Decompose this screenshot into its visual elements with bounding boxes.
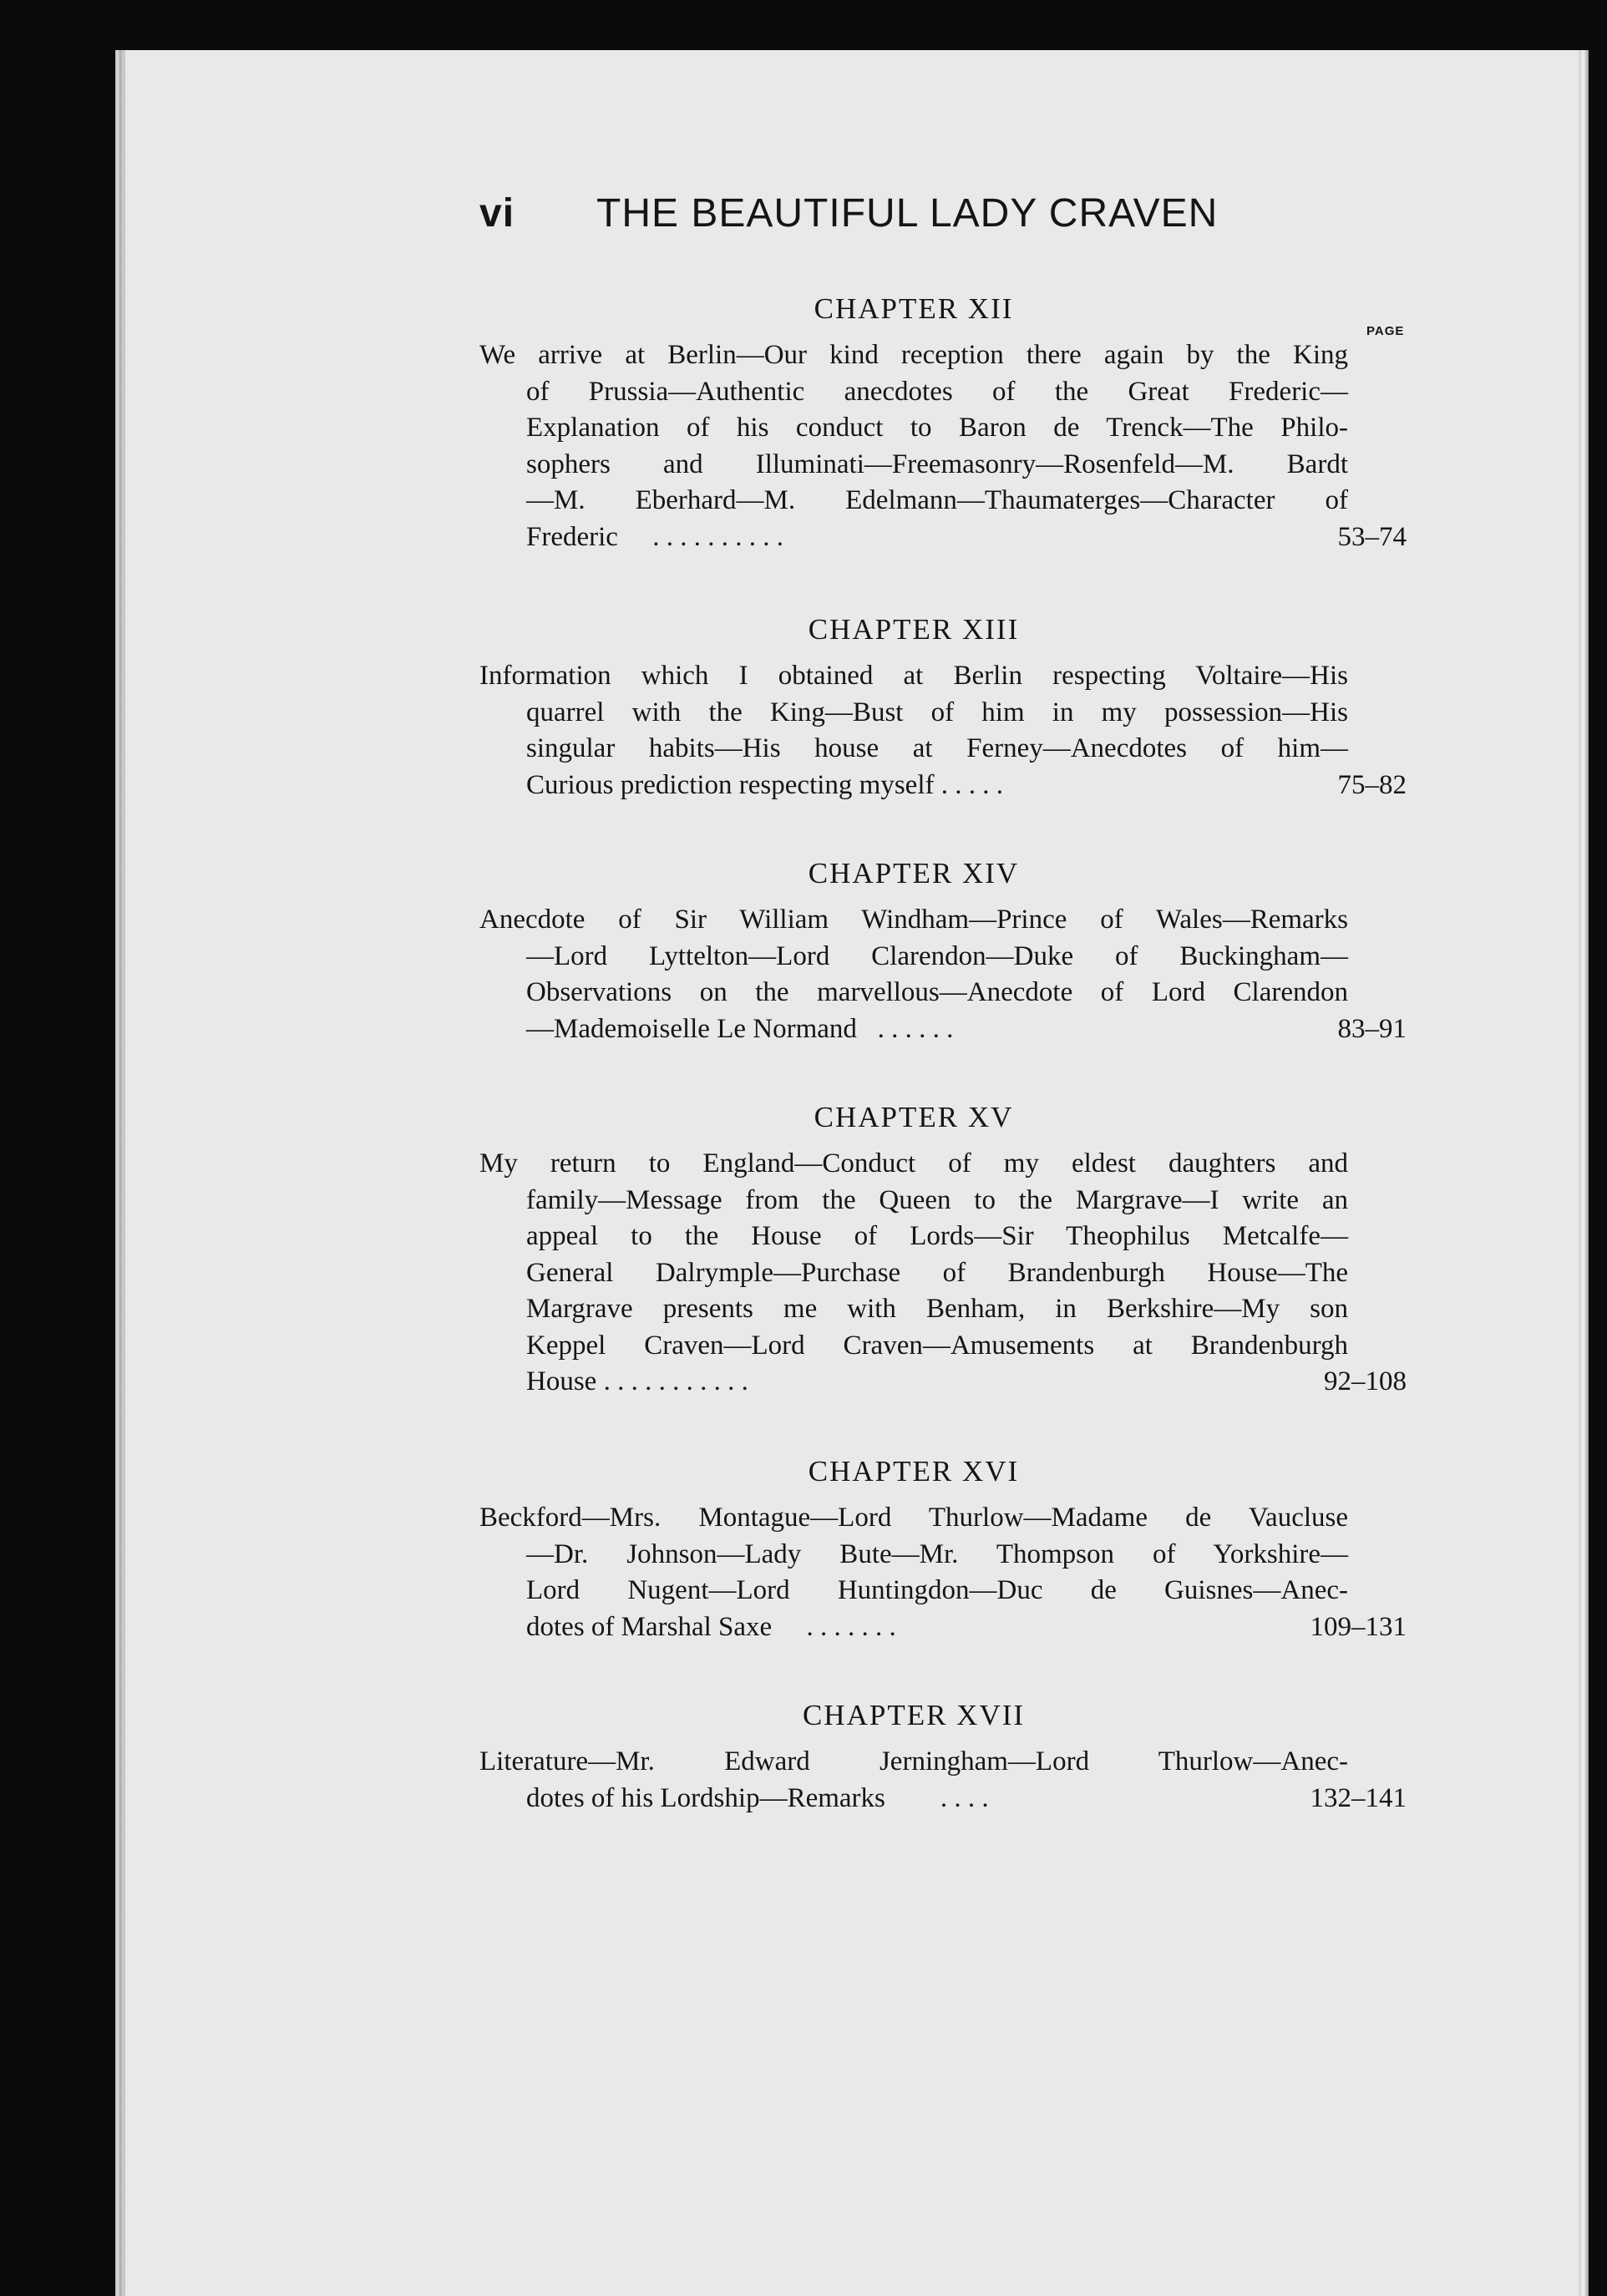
page-range: 109–131 bbox=[1310, 1611, 1407, 1642]
leader-dots: . . . . . . . . . . . bbox=[603, 1366, 748, 1396]
summary-line: Lord Nugent—Lord Huntingdon—Duc de Guisnes—Anec- bbox=[526, 1575, 1348, 1605]
page-number: vi bbox=[479, 191, 515, 236]
summary-line: appeal to the House of Lords—Sir Theophilus Metcalfe— bbox=[526, 1221, 1348, 1251]
running-title: THE BEAUTIFUL LADY CRAVEN bbox=[596, 191, 1219, 236]
chapter-summary bbox=[479, 1500, 1407, 1645]
chapter-title: CHAPTER XVI bbox=[808, 1455, 1020, 1488]
running-header bbox=[479, 190, 1315, 249]
page-column-label: PAGE bbox=[1366, 324, 1405, 338]
summary-last-line bbox=[479, 520, 1348, 556]
summary-line: sophers and Illuminati—Freemasonry—Rosenfeld—M. Bardt bbox=[526, 449, 1348, 479]
chapter-entry bbox=[479, 1455, 1432, 1645]
page-range: 83–91 bbox=[1337, 1013, 1407, 1044]
summary-line: Margrave presents me with Benham, in Berkshire—My son bbox=[526, 1294, 1348, 1324]
summary-line: Keppel Craven—Lord Craven—Amusements at Brandenburgh bbox=[526, 1330, 1348, 1361]
summary-last-line bbox=[479, 1781, 1348, 1817]
chapter-entry bbox=[479, 1101, 1432, 1401]
chapter-summary bbox=[479, 902, 1407, 1047]
summary-line: —Dr. Johnson—Lady Bute—Mr. Thompson of Yorkshire— bbox=[526, 1538, 1348, 1569]
chapter-title: CHAPTER XIV bbox=[808, 857, 1020, 890]
summary-line: Explanation of his conduct to Baron de Trenck—The Philo- bbox=[526, 413, 1348, 443]
summary-line: Anecdote of Sir William Windham—Prince of Wales—Remarks bbox=[479, 905, 1348, 935]
summary-line: singular habits—His house at Ferney—Anecdotes of him— bbox=[526, 733, 1348, 763]
summary-line: We arrive at Berlin—Our kind reception there again by the King bbox=[479, 340, 1348, 370]
chapter-title: CHAPTER XV bbox=[814, 1101, 1014, 1133]
summary-line: Beckford—Mrs. Montague—Lord Thurlow—Madame de Vaucluse bbox=[479, 1503, 1348, 1533]
summary-line: —M. Eberhard—M. Edelmann—Thaumaterges—Character of bbox=[526, 485, 1348, 515]
summary-line: My return to England—Conduct of my eldest daughters and bbox=[479, 1148, 1348, 1178]
summary-line: Observations on the marvellous—Anecdote of Lord Clarendon bbox=[526, 977, 1348, 1007]
summary-line-text: Curious prediction respecting myself bbox=[526, 769, 935, 800]
summary-line-text: dotes of his Lordship—Remarks bbox=[526, 1782, 885, 1813]
chapter-summary bbox=[479, 658, 1407, 803]
leader-dots: . . . . . bbox=[940, 769, 1003, 800]
summary-line: family—Message from the Queen to the Margrave—I write an bbox=[526, 1184, 1348, 1215]
page-right-edge bbox=[1579, 50, 1589, 2296]
summary-last-line bbox=[479, 1364, 1348, 1401]
leader-dots: . . . . . . . bbox=[806, 1611, 896, 1642]
chapter-summary bbox=[479, 1146, 1407, 1401]
chapter-entry bbox=[479, 292, 1432, 555]
leader-dots: . . . . bbox=[940, 1782, 989, 1813]
summary-line: General Dalrymple—Purchase of Brandenburgh House—The bbox=[526, 1257, 1348, 1288]
chapter-summary bbox=[479, 337, 1407, 555]
page-range: 132–141 bbox=[1310, 1782, 1407, 1813]
chapter-title: CHAPTER XII bbox=[814, 292, 1014, 325]
leader-dots: . . . . . . . . . . bbox=[652, 521, 783, 552]
summary-last-line bbox=[479, 768, 1348, 804]
summary-line-text: Frederic bbox=[526, 521, 618, 552]
chapter-title: CHAPTER XIII bbox=[808, 613, 1020, 646]
summary-line: Information which I obtained at Berlin respecting Voltaire—His bbox=[479, 661, 1348, 691]
summary-last-line bbox=[479, 1609, 1348, 1646]
chapter-summary bbox=[479, 1744, 1407, 1817]
summary-line-text: —Mademoiselle Le Normand bbox=[526, 1013, 857, 1044]
summary-line: of Prussia—Authentic anecdotes of the Great Frederic— bbox=[526, 376, 1348, 407]
summary-line-text: dotes of Marshal Saxe bbox=[526, 1611, 773, 1642]
chapter-entry bbox=[479, 857, 1432, 1047]
chapter-entry bbox=[479, 1699, 1432, 1817]
summary-line-text: House bbox=[526, 1366, 597, 1396]
summary-line: —Lord Lyttelton—Lord Clarendon—Duke of Buckingham— bbox=[526, 940, 1348, 971]
chapter-title: CHAPTER XVII bbox=[802, 1699, 1026, 1731]
leader-dots: . . . . . . bbox=[877, 1013, 954, 1044]
summary-line: Literature—Mr. Edward Jerningham—Lord Thurlow—Anec- bbox=[479, 1746, 1348, 1776]
summary-last-line bbox=[479, 1011, 1348, 1048]
chapter-entry bbox=[479, 613, 1432, 803]
summary-line: quarrel with the King—Bust of him in my possession—His bbox=[526, 697, 1348, 727]
page-range: 75–82 bbox=[1337, 769, 1407, 800]
page-range: 92–108 bbox=[1324, 1366, 1407, 1396]
page-range: 53–74 bbox=[1337, 521, 1407, 552]
